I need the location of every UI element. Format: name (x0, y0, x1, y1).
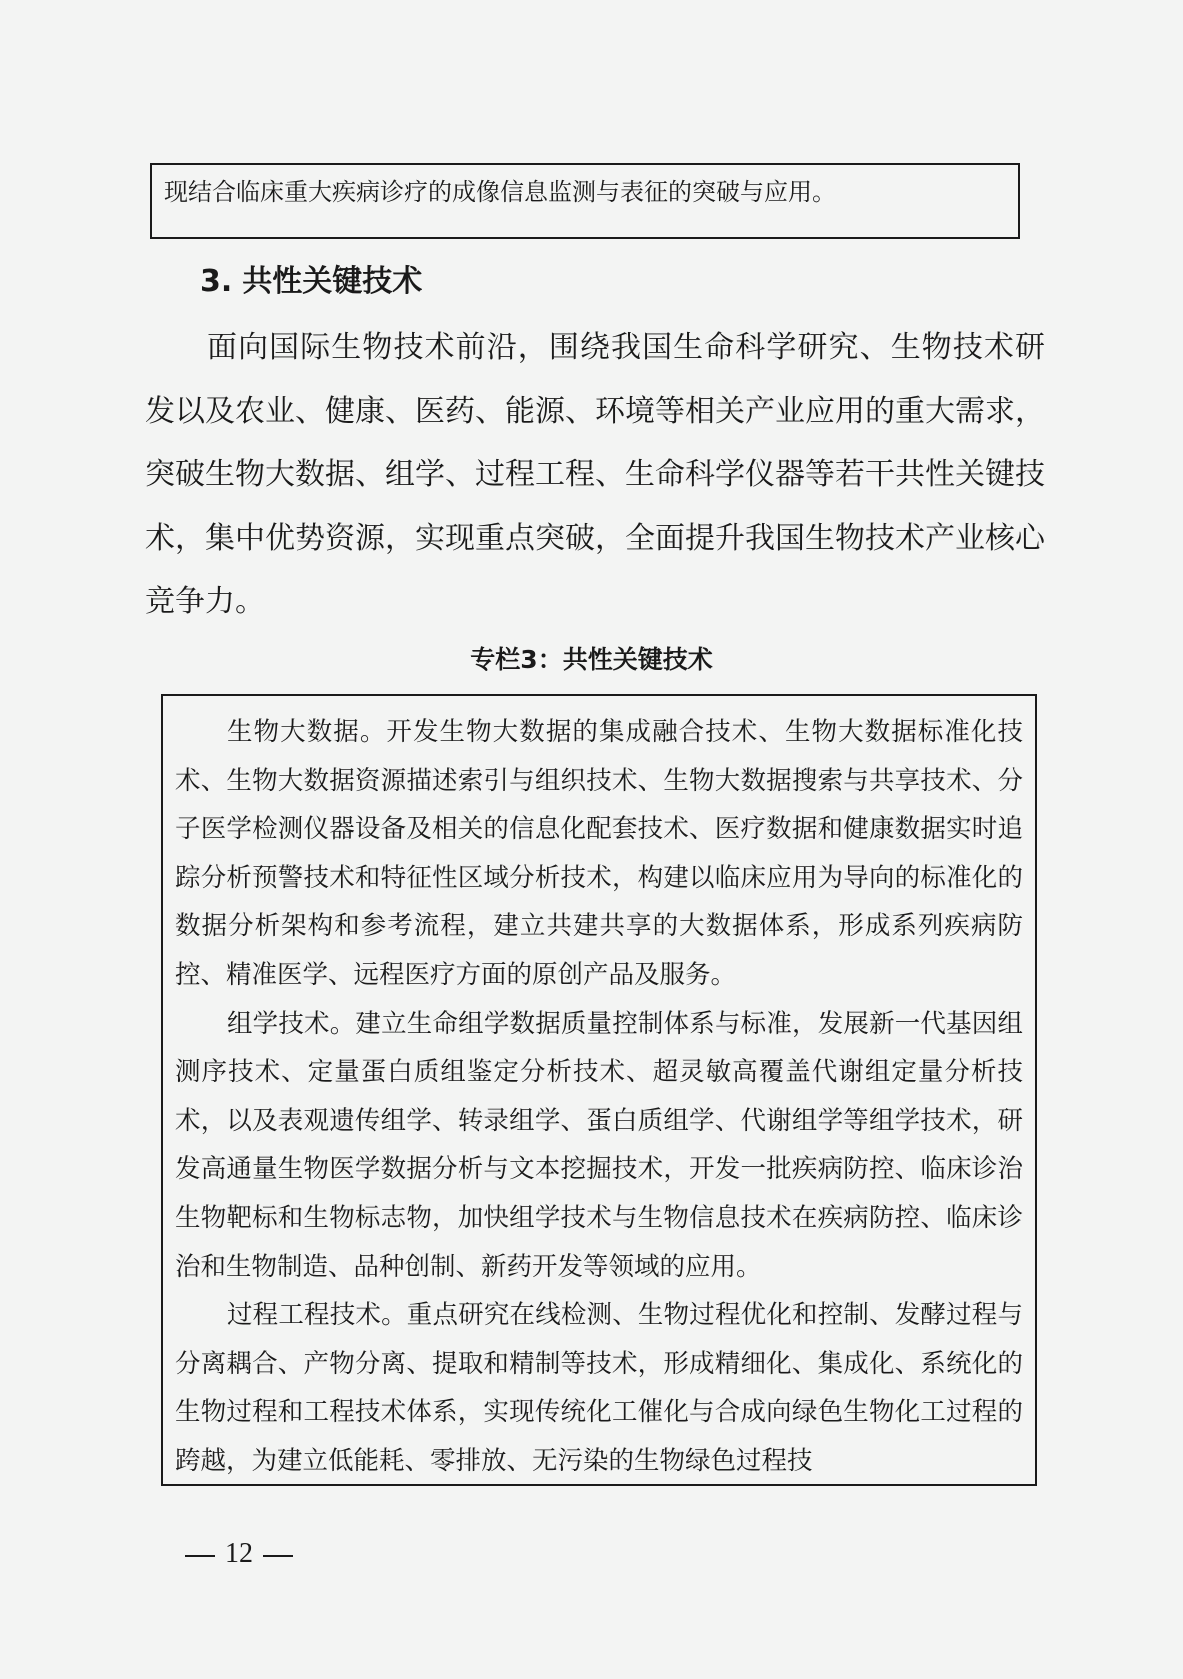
section-heading (200, 262, 422, 302)
footer-dash-right (263, 1555, 293, 1557)
box-paragraph-big-data: 生物大数据。开发生物大数据的集成融合技术、生物大数据标准化技术、生物大数据资源描述索引与组织技术、生物大数据搜索与共享技术、分子医学检测仪器设备及相关的信息化配套技术、医疗数据和健康数据实时追踪分析预警技术和特征性区域分析技术，构建以临床应用为导向的标准化的数据分析架构和参考流程，建立共建共享的大数据体系，形成系列疾病防控、精准医学、远程医疗方面的原创产品及服务。 (175, 717, 1023, 990)
box-title: 专栏3：共性关键技术 (470, 645, 713, 674)
box-paragraph-omics: 组学技术。建立生命组学数据质量控制体系与标准，发展新一代基因组测序技术、定量蛋白质组鉴定分析技术、超灵敏高覆盖代谢组定量分析技术，以及表观遗传组学、转录组学、蛋白质组学、代谢组学等组学技术，研发高通量生物医学数据分析与文本挖掘技术，开发一批疾病防控、临床诊治生物靶标和生物标志物，加快组学技术与生物信息技术在疾病防控、临床诊治和生物制造、品种创制、新药开发等领域的应用。 (175, 1008, 1023, 1282)
footer-dash-left (185, 1555, 215, 1557)
column-box (161, 694, 1037, 1486)
section-title: 共性关键技术 (242, 264, 423, 299)
box-paragraph-process-engineering: 过程工程技术。重点研究在线检测、生物过程优化和控制、发酵过程与分离耦合、产物分离、提取和精制等技术，形成精细化、集成化、系统化的生物过程和工程技术体系，实现传统化工催化与合成向绿色生物化工过程的跨越，为建立低能耗、零排放、无污染的生物绿色过程技 (175, 1300, 1023, 1476)
continued-text: 现结合临床重大疾病诊疗的成像信息监测与表征的突破与应用。 (164, 178, 836, 206)
page-footer (185, 1536, 293, 1572)
continued-text-box (150, 163, 1020, 239)
section-number: 3. (200, 264, 233, 299)
page-number: 12 (225, 1538, 253, 1569)
intro-paragraph: 面向国际生物技术前沿，围绕我国生命科学研究、生物技术研发以及农业、健康、医药、能源、环境等相关产业应用的重大需求，突破生物大数据、组学、过程工程、生命科学仪器等若干共性关键技术，集中优势资源，实现重点突破，全面提升我国生物技术产业核心竞争力。 (145, 330, 1045, 619)
